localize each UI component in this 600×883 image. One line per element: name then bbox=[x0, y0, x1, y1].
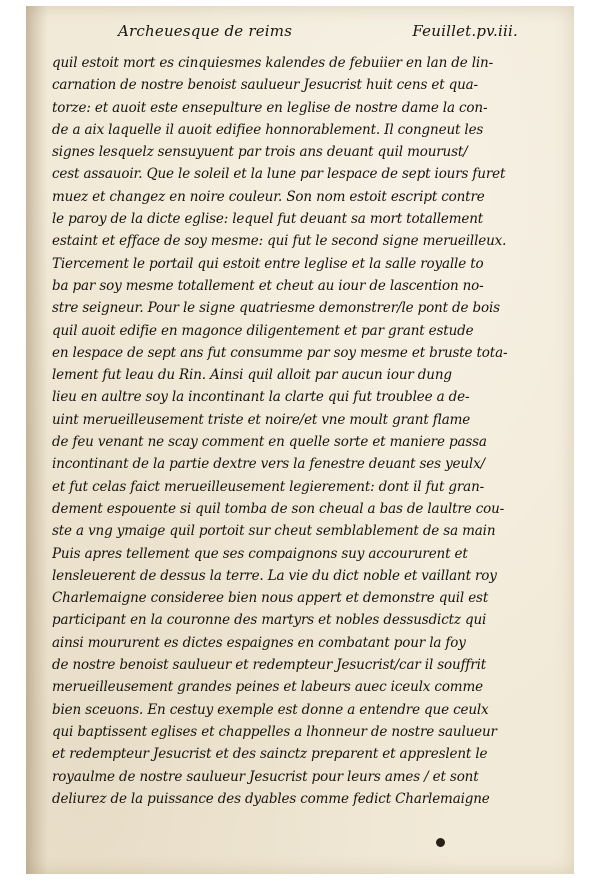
text-line: en lespace de sept ans fut consumme par soy mesme et bruste tota- bbox=[52, 344, 508, 361]
text-line: quil estoit mort es cinquiesmes kalendes de febuiier en lan de lin- bbox=[52, 55, 494, 71]
text-line: qui baptissent eglises et chappelles a lhonneur de nostre saulueur bbox=[52, 723, 497, 740]
text-line: bien sceuons. En cestuy exemple est donne a entendre que ceulx bbox=[52, 701, 489, 718]
text-line: ba par soy mesme totallement et cheut au iour de lascention no- bbox=[52, 277, 484, 294]
text-line: cest assauoir. Que le soleil et la lune par lespace de sept iours furet bbox=[52, 166, 506, 183]
text-line: uint merueilleusement triste et noire/et vne moult grant flame bbox=[52, 411, 471, 428]
text-line: signes lesquelz sensuyuent par trois ans deuant quil mourust/ bbox=[52, 144, 468, 161]
text-line: Charlemaigne consideree bien nous appert et demonstre quil est bbox=[52, 590, 489, 607]
text-line: de feu venant ne scay comment en quelle sorte et maniere passa bbox=[52, 434, 487, 451]
text-line: et redempteur Jesucrist et des sainctz preparent et appreslent le bbox=[52, 746, 488, 763]
text-line: ste a vng ymaige quil portoit sur cheut semblablement de sa main bbox=[52, 523, 496, 540]
text-line: incontinant de la partie dextre vers la fenestre deuant ses yeulx/ bbox=[52, 456, 485, 473]
running-head bbox=[118, 22, 518, 46]
text-line: lement fut leau du Rin. Ainsi quil alloit par aucun iour dung bbox=[52, 367, 452, 384]
text-line: torze: et auoit este ensepulture en leglise de nostre dame la con- bbox=[52, 99, 488, 116]
text-line: Puis apres tellement que ses compaignons suy accoururent et bbox=[52, 545, 468, 562]
text-line: deliurez de la puissance des dyables comme fedict Charlemaigne bbox=[52, 790, 490, 807]
text-line: merueilleusement grandes peines et labeurs auec iceulx comme bbox=[52, 679, 483, 696]
text-line: carnation de nostre benoist saulueur Jesucrist huit cens et qua- bbox=[52, 77, 478, 94]
text-line: de nostre benoist saulueur et redempteur Jesucrist/car il souffrit bbox=[52, 657, 487, 674]
text-line: lensleuerent de dessus la terre. La vie du dict noble et vaillant roy bbox=[52, 567, 497, 584]
text-line: participant en la couronne des martyrs et nobles dessusdictz qui bbox=[52, 612, 487, 629]
text-line: de a aix laquelle il auoit edifiee honnorablement. Il congneut les bbox=[52, 121, 484, 138]
signature-mark bbox=[436, 838, 445, 847]
text-line: Tiercement le portail qui estoit entre leglise et la salle royalle to bbox=[52, 255, 484, 272]
text-line: estaint et efface de soy mesme: qui fut le second signe merueilleux. bbox=[52, 233, 507, 250]
text-line: muez et changez en noire couleur. Son nom estoit escript contre bbox=[52, 188, 485, 205]
text-line: ainsi moururent es dictes espaignes en combatant pour la foy bbox=[52, 634, 466, 651]
body-text bbox=[52, 52, 528, 810]
text-line: et fut celas faict merueilleusement legierement: dont il fut gran- bbox=[52, 478, 485, 495]
text-line: quil auoit edifie en magonce diligentement et par grant estude bbox=[52, 322, 474, 339]
text-line: le paroy de la dicte eglise: lequel fut deuant sa mort totallement bbox=[52, 211, 484, 228]
running-head-title: Archeuesque de reims bbox=[118, 22, 293, 40]
text-line: stre seigneur. Pour le signe quatriesme demonstrer/le pont de bois bbox=[52, 300, 500, 317]
text-line: lieu en aultre soy la incontinant la clarte qui fut troublee a de- bbox=[52, 389, 470, 406]
text-line: royaulme de nostre saulueur Jesucrist pour leurs ames / et sont bbox=[52, 768, 479, 785]
folio-number: Feuillet.pv.iii. bbox=[412, 22, 518, 40]
text-line: dement espouente si quil tomba de son cheual a bas de laultre cou- bbox=[52, 500, 505, 517]
